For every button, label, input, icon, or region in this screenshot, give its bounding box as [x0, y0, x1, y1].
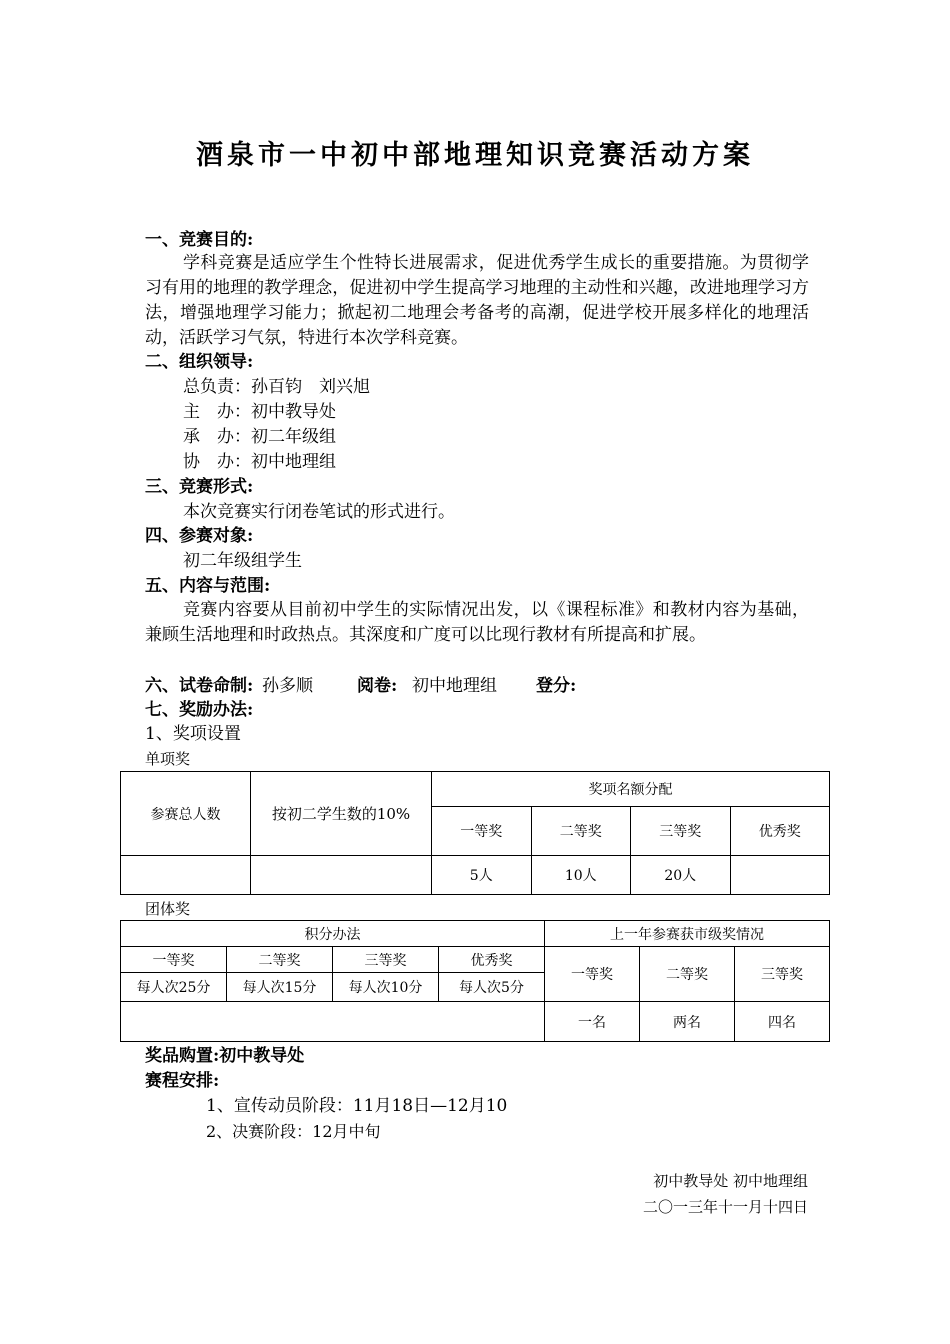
schedule-item: 2、决赛阶段：12月中旬 — [206, 1122, 381, 1141]
award-count-cell: 5人 — [432, 856, 532, 895]
paper-author: 孙多顺 — [262, 676, 313, 696]
team-award-table — [120, 920, 830, 1042]
city-level-cell: 一等奖 — [545, 947, 640, 1002]
city-result-cell: 一名 — [545, 1002, 640, 1042]
award-count-cell — [730, 856, 830, 895]
section-4-heading: 四、参赛对象: — [145, 526, 254, 546]
award-count-cell: 10人 — [531, 856, 631, 895]
section-2-heading: 二、组织领导: — [145, 352, 254, 372]
ratio-cell: 按初二学生数的10% — [251, 772, 432, 856]
award-level-cell: 一等奖 — [432, 807, 532, 856]
section-6-heading: 六、试卷命制: — [145, 676, 254, 696]
schedule-heading: 赛程安排: — [145, 1071, 220, 1091]
section-4-text: 初二年级组学生 — [183, 551, 302, 571]
scoring-points-cell: 每人次5分 — [439, 973, 545, 1002]
city-level-cell: 二等奖 — [639, 947, 734, 1002]
score-label: 登分: — [536, 676, 577, 696]
host-line: 主 办：初中教导处 — [183, 402, 336, 422]
section-7-heading: 七、奖励办法: — [145, 700, 254, 720]
signature-date: 二〇一三年十一月十四日 — [642, 1198, 808, 1216]
section-3-heading: 三、竞赛形式: — [145, 477, 254, 497]
city-level-cell: 三等奖 — [734, 947, 829, 1002]
signature-org: 初中教导处 初中地理组 — [653, 1172, 808, 1190]
team-award-label: 团体奖 — [145, 900, 191, 918]
award-level-cell: 优秀奖 — [730, 807, 830, 856]
city-award-header: 上一年参赛获市级奖情况 — [545, 921, 830, 947]
section-1-heading: 一、竞赛目的: — [145, 230, 254, 250]
scoring-method-header: 积分办法 — [121, 921, 545, 947]
review-label: 阅卷: — [357, 676, 398, 696]
section-1-paragraph: 学科竞赛是适应学生个性特长进展需求，促进优秀学生成长的重要措施。为贯彻学习有用的地理的教学理念，促进初中学生提高学习地理的主动性和兴趣，改进地理学习方法，增强地理学习能力；掀起初二地理会考备考的高潮，促进学校开展多样化的地理活动，活跃学习气氛，特进行本次学科竞赛。 — [145, 253, 809, 348]
scoring-level-cell: 二等奖 — [227, 947, 333, 973]
total-participants-header: 参赛总人数 — [121, 772, 251, 856]
prize-purchase: 奖品购置:初中教导处 — [145, 1046, 305, 1066]
award-level-cell: 三等奖 — [631, 807, 731, 856]
scoring-points-cell: 每人次25分 — [121, 973, 227, 1002]
award-level-cell: 二等奖 — [531, 807, 631, 856]
city-result-cell: 两名 — [639, 1002, 734, 1042]
section-3-text: 本次竞赛实行闭卷笔试的形式进行。 — [183, 502, 455, 522]
section-5-paragraph: 竞赛内容要从目前初中学生的实际情况出发，以《课程标准》和教材内容为基础，兼顾生活地理和时政热点。其深度和广度可以比现行教材有所提高和扩展。 — [145, 600, 809, 645]
section-5-heading: 五、内容与范围: — [145, 576, 271, 596]
award-count-cell: 20人 — [631, 856, 731, 895]
schedule-item: 1、宣传动员阶段：11月18日—12月10 — [206, 1096, 508, 1116]
scoring-level-cell: 一等奖 — [121, 947, 227, 973]
assist-line: 协 办：初中地理组 — [183, 452, 336, 472]
single-award-label: 单项奖 — [145, 750, 191, 768]
distribution-header: 奖项名额分配 — [432, 772, 830, 807]
award-setting-subheading: 1、奖项设置 — [145, 724, 241, 744]
scoring-points-cell: 每人次10分 — [333, 973, 439, 1002]
empty-cell — [251, 856, 432, 895]
leader-line: 总负责：孙百钧 刘兴旭 — [183, 377, 370, 397]
scoring-level-cell: 优秀奖 — [439, 947, 545, 973]
empty-cell — [121, 856, 251, 895]
empty-cell — [121, 1002, 545, 1042]
scoring-points-cell: 每人次15分 — [227, 973, 333, 1002]
city-result-cell: 四名 — [734, 1002, 829, 1042]
single-award-table — [120, 771, 830, 895]
page-title: 酒泉市一中初中部地理知识竞赛活动方案 — [196, 140, 754, 171]
scoring-level-cell: 三等奖 — [333, 947, 439, 973]
review-group: 初中地理组 — [412, 676, 497, 696]
organizer-line: 承 办：初二年级组 — [183, 427, 336, 447]
